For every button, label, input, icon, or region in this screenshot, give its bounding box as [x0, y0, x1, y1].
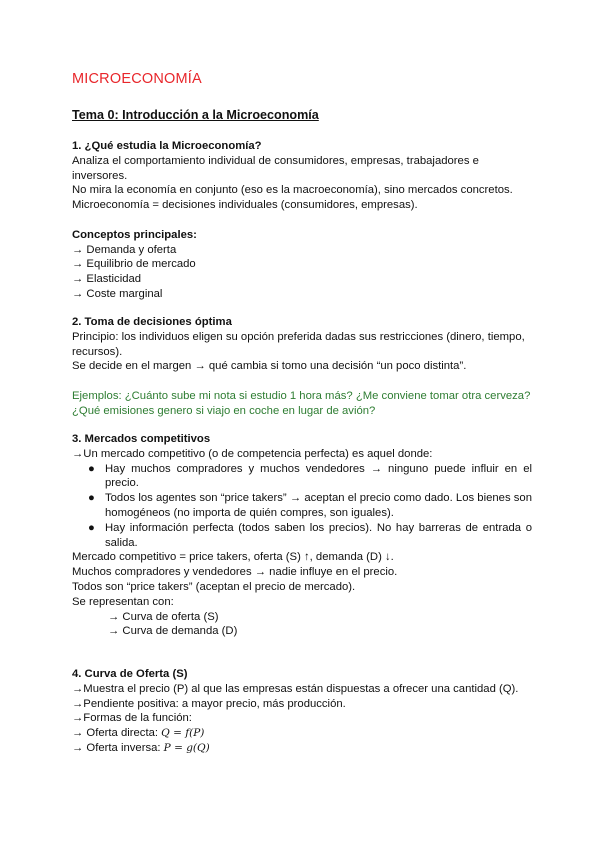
bullet-item: ● Hay información perfecta (todos saben los precios). No hay barreras de entrada o salida. [88, 521, 532, 549]
section-4-line: →Pendiente positiva: a mayor precio, más producción. [72, 697, 346, 710]
bullet-item: ● Todos los agentes son “price takers” → aceptan el precio como dado. Los bienes son homogéneos (no importa de quién compres, son iguales). [88, 492, 532, 519]
inverse-supply-label: → Oferta inversa: [72, 741, 161, 754]
concept-item: → Equilibrio de mercado [72, 258, 196, 271]
section-2 [72, 315, 532, 419]
section-3-bullets [72, 462, 532, 551]
direct-supply-line [72, 726, 532, 741]
direct-supply-label: → Oferta directa: [72, 727, 159, 740]
document-title: MICROECONOMÍA [72, 71, 202, 87]
section-4-line: →Formas de la función: [72, 712, 192, 725]
direct-supply-formula: Q = f(P) [161, 727, 205, 740]
section-3-heading: 3. Mercados competitivos [72, 433, 211, 445]
section-1-line: No mira la economía en conjunto (eso es la macroeconomía), sino mercados concretos. [72, 184, 513, 197]
section-3-line: Todos son “price takers” (aceptan el precio de mercado). [72, 580, 356, 593]
bullet-item: ● Hay muchos compradores y muchos vendedores → ninguno puede influir en el precio. [88, 462, 532, 490]
section-3 [72, 432, 532, 639]
section-2-line: recursos). [72, 345, 123, 358]
concept-item: → Coste marginal [72, 287, 163, 300]
concept-item: → Elasticidad [72, 273, 142, 286]
topic-heading: Tema 0: Introducción a la Microeconomía [72, 108, 319, 122]
inverse-supply-line [72, 741, 532, 756]
section-3-line: Mercado competitivo = price takers, oferta (S) ↑, demanda (D) ↓. [72, 551, 394, 564]
section-2-line: Se decide en el margen → qué cambia si tomo una decisión “un poco distinta”. [72, 360, 467, 373]
section-1-heading: 1. ¿Qué estudia la Microeconomía? [72, 140, 262, 152]
bullet-icon: ● [88, 462, 95, 475]
examples-line: Ejemplos: ¿Cuánto sube mi nota si estudio 1 hora más? ¿Me conviene tomar otra cerveza? [72, 389, 531, 402]
section-3-intro: →Un mercado competitivo (o de competencia perfecta) es aquel donde: [72, 447, 433, 460]
curve-item: → Curva de oferta (S) [108, 610, 219, 623]
section-2-line: Principio: los individuos eligen su opción preferida dadas sus restricciones (dinero, tiempo, [72, 330, 525, 343]
section-4-line: →Muestra el precio (P) al que las empresas están dispuestas a ofrecer una cantidad (Q). [72, 682, 519, 695]
examples-line: ¿Qué emisiones genero si viajo en coche en lugar de avión? [72, 404, 376, 417]
section-4-heading: 4. Curva de Oferta (S) [72, 668, 188, 680]
section-1-line: inversores. [72, 169, 128, 182]
concept-item: → Demanda y oferta [72, 243, 177, 256]
section-1-line: Microeconomía = decisiones individuales (consumidores, empresas). [72, 199, 418, 212]
section-2-heading: 2. Toma de decisiones óptima [72, 316, 232, 328]
concepts-heading: Conceptos principales: [72, 228, 197, 241]
inverse-supply-formula: P = g(Q) [163, 741, 210, 754]
curve-item: → Curva de demanda (D) [108, 625, 238, 638]
bullet-icon: ● [88, 521, 95, 534]
section-1-line: Analiza el comportamiento individual de consumidores, empresas, trabajadores e [72, 154, 479, 167]
section-3-line: Muchos compradores y vendedores → nadie influye en el precio. [72, 566, 398, 579]
section-3-line: Se representan con: [72, 595, 174, 608]
section-1 [72, 139, 532, 302]
section-4 [72, 667, 532, 756]
bullet-icon: ● [88, 492, 95, 505]
